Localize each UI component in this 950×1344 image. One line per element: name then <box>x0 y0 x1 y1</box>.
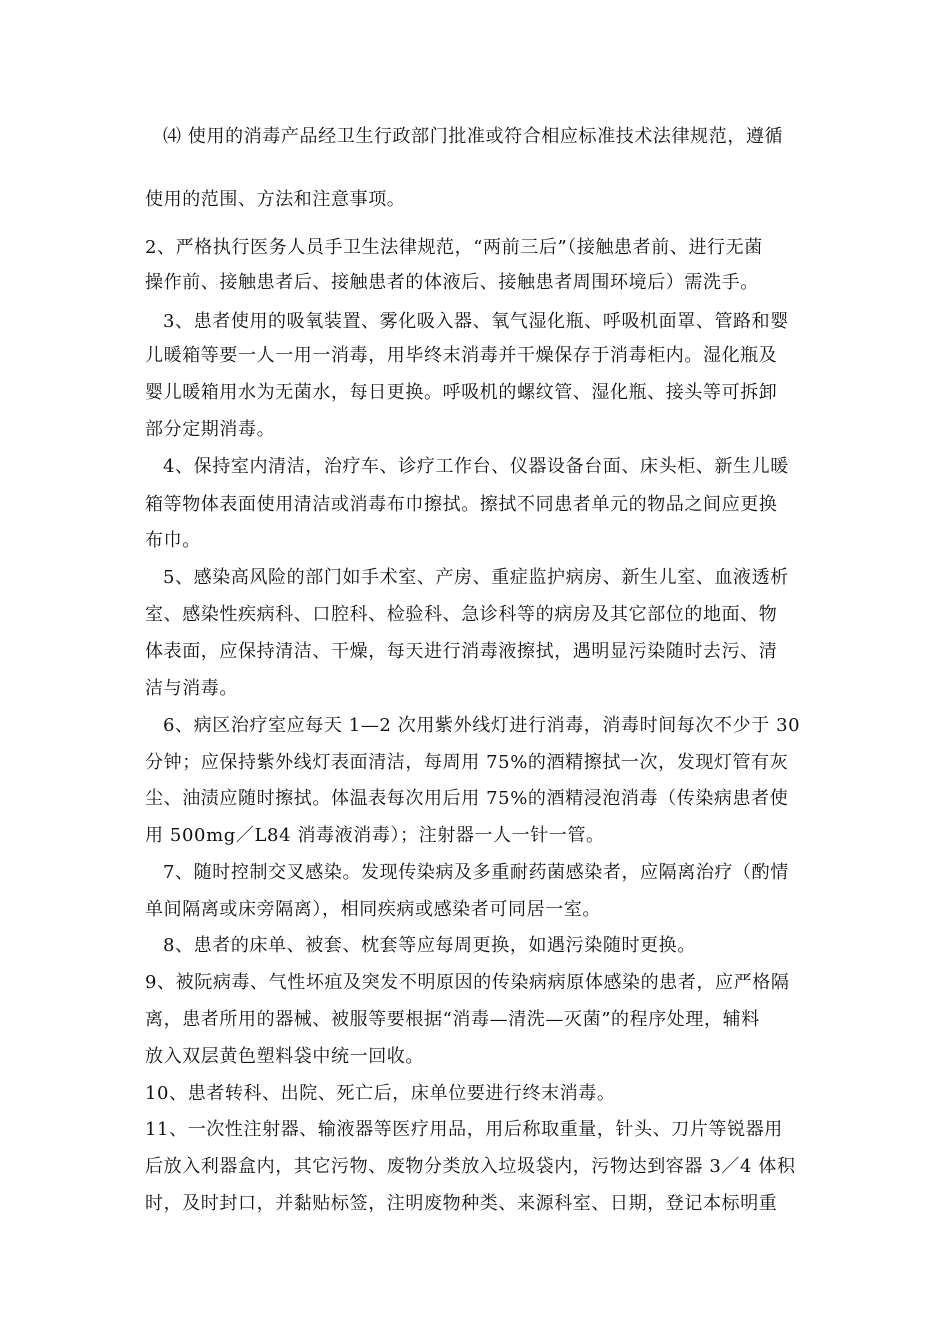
text-line: 分钟；应保持紫外线灯表面清洁，每周用 75%的酒精擦拭一次，发现灯管有灰 <box>145 752 789 773</box>
text-line: 9、被阮病毒、气性坏疽及突发不明原因的传染病病原体感染的患者，应严格隔 <box>145 972 790 993</box>
text-line: 使用的范围、方法和注意事项。 <box>145 189 406 210</box>
text-line: 室、感染性疾病科、口腔科、检验科、急诊科等的病房及其它部位的地面、物 <box>145 604 778 625</box>
text-line: 10、患者转科、出院、死亡后，床单位要进行终末消毒。 <box>145 1083 616 1104</box>
text-line: 时，及时封口，并黏贴标签，注明废物种类、来源科室、日期，登记本标明重 <box>145 1193 778 1214</box>
text-line: 离，患者所用的器械、被服等要根据“消毒—清洗—灭菌”的程序处理，辅料 <box>145 1009 760 1030</box>
text-line: 洁与消毒。 <box>145 678 238 699</box>
text-line: 5、感染高风险的部门如手术室、产房、重症监护病房、新生儿室、血液透析 <box>163 567 789 588</box>
text-line: 尘、油渍应随时擦拭。体温表每次用后用 75%的酒精浸泡消毒（传染病患者使 <box>145 788 789 809</box>
text-line: 婴儿暖箱用水为无菌水，每日更换。呼吸机的螺纹管、湿化瓶、接头等可拆卸 <box>145 382 778 403</box>
text-line: 7、随时控制交叉感染。发现传染病及多重耐药菌感染者，应隔离治疗（酌情 <box>163 862 789 883</box>
text-line: 儿暖箱等要一人一用一消毒，用毕终末消毒并干燥保存于消毒柜内。湿化瓶及 <box>145 345 778 366</box>
text-line: 操作前、接触患者后、接触患者的体液后、接触患者周围环境后）需洗手。 <box>145 272 759 293</box>
text-line: 放入双层黄色塑料袋中统一回收。 <box>145 1046 424 1067</box>
text-line: 布巾。 <box>145 530 201 551</box>
text-line: 箱等物体表面使用清洁或消毒布巾擦拭。擦拭不同患者单元的物品之间应更换 <box>145 494 778 515</box>
text-line: 体表面，应保持清洁、干燥，每天进行消毒液擦拭，遇明显污染随时去污、清 <box>145 641 778 662</box>
text-line: 8、患者的床单、被套、枕套等应每周更换，如遇污染随时更换。 <box>163 935 696 956</box>
text-line: 6、病区治疗室应每天 1—2 次用紫外线灯进行消毒，消毒时间每次不少于 30 <box>163 715 801 736</box>
text-line: ⑷ 使用的消毒产品经卫生行政部门批准或符合相应标准技术法律规范，遵循 <box>163 126 784 147</box>
text-line: 11、一次性注射器、输液器等医疗用品，用后称取重量，针头、刀片等锐器用 <box>145 1119 783 1140</box>
text-line: 单间隔离或床旁隔离），相同疾病或感染者可同居一室。 <box>145 899 601 920</box>
text-line: 2、严格执行医务人员手卫生法律规范，“两前三后”（接触患者前、进行无菌 <box>145 237 763 258</box>
text-line: 部分定期消毒。 <box>145 419 276 440</box>
text-line: 用 500mg／L84 消毒液消毒）；注射器一人一针一管。 <box>145 825 605 846</box>
text-line: 后放入利器盒内，其它污物、废物分类放入垃圾袋内，污物达到容器 3／4 体积 <box>145 1156 796 1177</box>
text-line: 3、患者使用的吸氧装置、雾化吸入器、氧气湿化瓶、呼吸机面罩、管路和婴 <box>163 311 789 332</box>
text-line: 4、保持室内清洁，治疗车、诊疗工作台、仪器设备台面、床头柜、新生儿暖 <box>163 456 789 477</box>
